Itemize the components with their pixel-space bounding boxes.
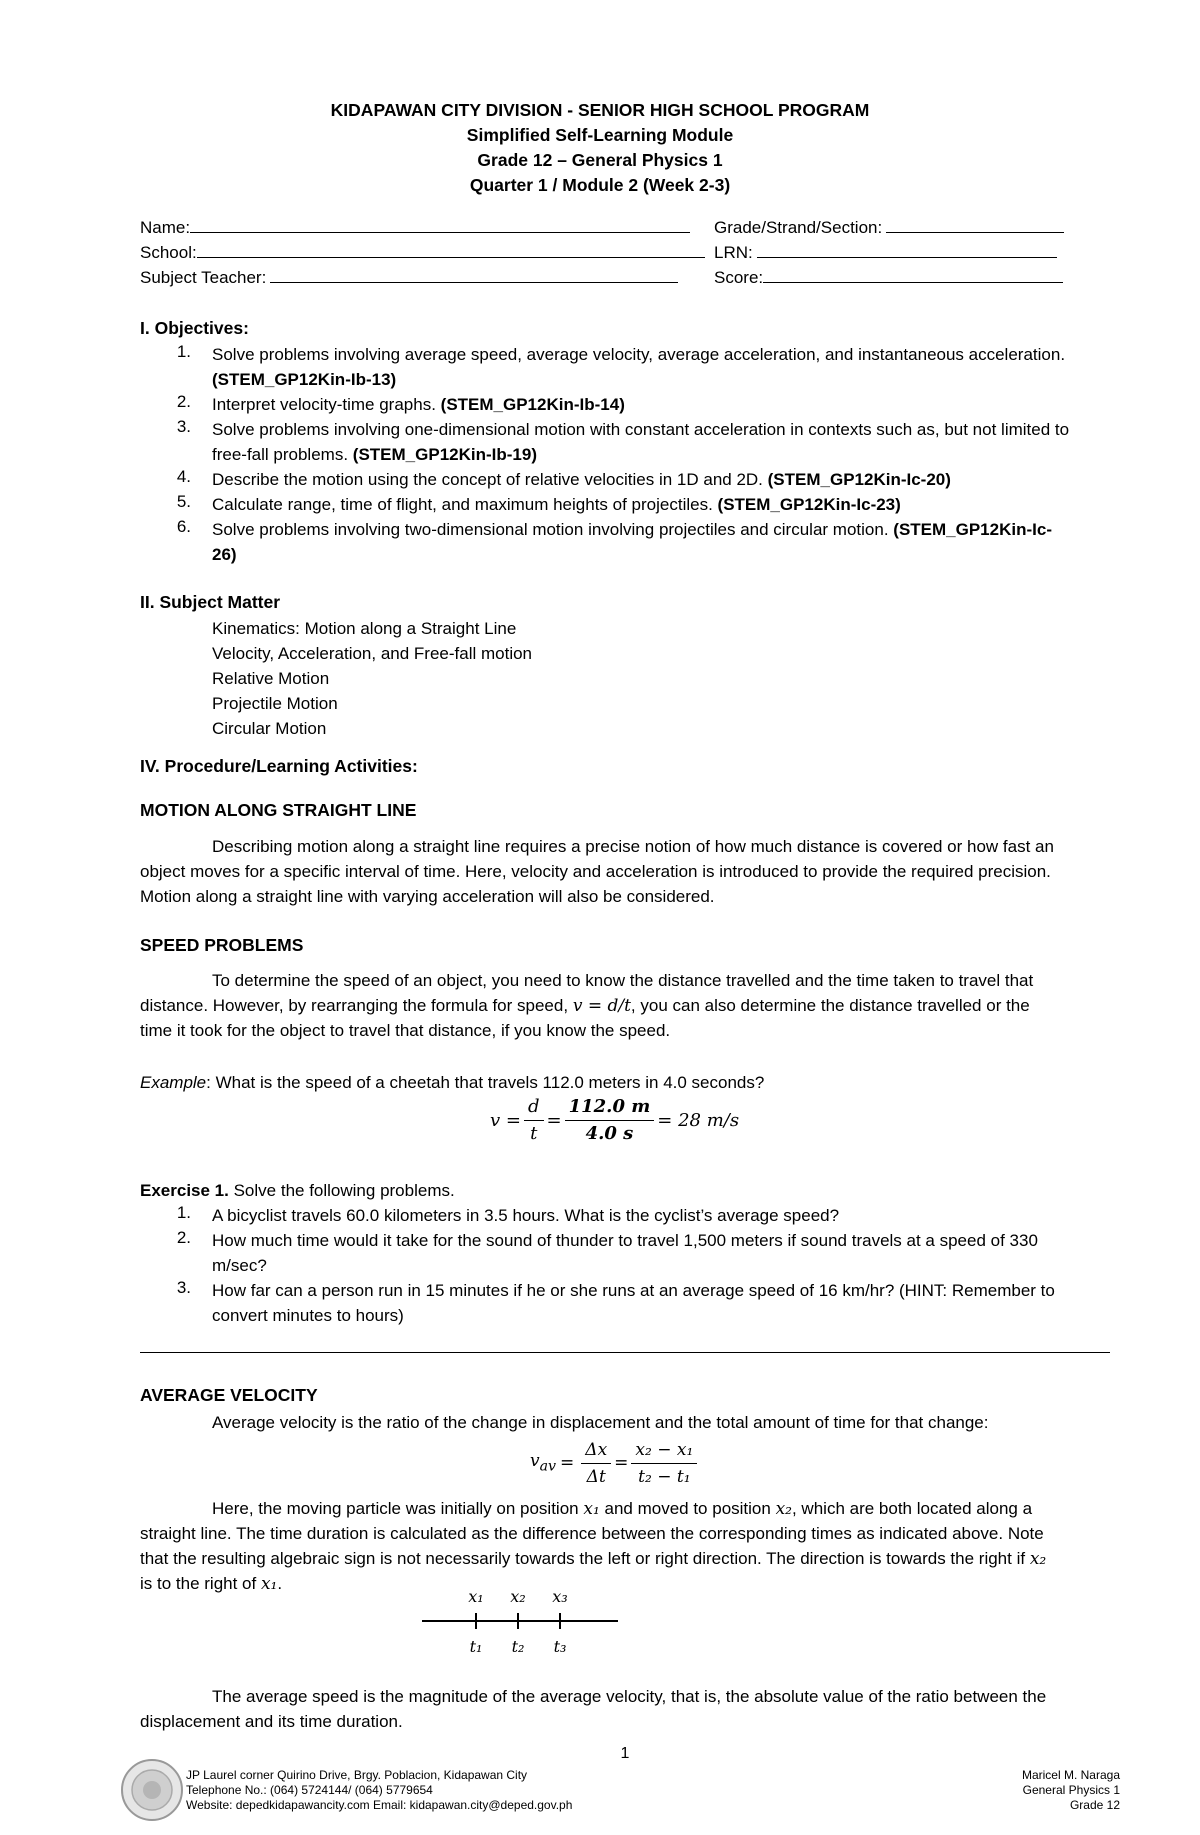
- name-label: Name:: [140, 218, 191, 237]
- paragraph-line: Motion along a straight line with varying acceleration will also be considered.: [140, 887, 715, 906]
- eq-numerator: 112.0 m: [565, 1094, 655, 1121]
- exercise-label: Exercise 1.: [140, 1181, 229, 1200]
- objective-item: [212, 442, 537, 467]
- teacher-label: Subject Teacher:: [140, 268, 267, 287]
- paragraph-line: The average speed is the magnitude of the average velocity, that is, the absolute value of the ratio between the: [212, 1687, 1047, 1706]
- objective-item: [212, 517, 1052, 542]
- exercise-text: m/sec?: [212, 1256, 267, 1275]
- objective-number: 1.: [176, 342, 191, 361]
- diagram-label-t1: t₁: [469, 1637, 483, 1656]
- eq-fraction-diff: [631, 1437, 697, 1490]
- objectives-heading: I. Objectives:: [140, 318, 249, 338]
- objective-text: Interpret velocity-time graphs.: [212, 395, 436, 414]
- exercise-text: How much time would it take for the sound of thunder to travel 1,500 meters if sound travels at a speed of 330: [212, 1231, 1038, 1250]
- page-number: 1: [620, 1745, 630, 1762]
- lrn-field[interactable]: [714, 243, 1057, 263]
- diagram-label-t2: t₂: [511, 1637, 525, 1656]
- objective-number: 2.: [176, 392, 191, 411]
- objective-number: 5.: [176, 492, 191, 511]
- subject-item: Circular Motion: [212, 719, 327, 738]
- exercise-text: A bicyclist travels 60.0 kilometers in 3.5 hours. What is the cyclist’s average speed?: [212, 1206, 840, 1225]
- header-quarter: Quarter 1 / Module 2 (Week 2-3): [469, 175, 731, 195]
- eq-fraction-values: [565, 1094, 655, 1147]
- exercise-number: 1.: [176, 1203, 191, 1222]
- objective-text: Solve problems involving average speed, average velocity, average acceleration, and instantaneous acceleration.: [212, 345, 1066, 364]
- eq-numerator: d: [524, 1094, 544, 1121]
- header-grade: Grade 12 – General Physics 1: [477, 150, 723, 170]
- subject-matter-heading: II. Subject Matter: [140, 592, 281, 612]
- position-time-diagram: [420, 1580, 620, 1662]
- paragraph-line: time it took for the object to travel that distance, if you know the speed.: [140, 1021, 671, 1040]
- objective-code: (STEM_GP12Kin-Ib-19): [352, 445, 537, 464]
- footer-address: JP Laurel corner Quirino Drive, Brgy. Poblacion, Kidapawan City: [186, 1768, 528, 1782]
- eq-denominator: t₂ − t₁: [638, 1466, 691, 1487]
- eq-result: = 28 m/s: [657, 1109, 740, 1131]
- grade-label: Grade/Strand/Section:: [714, 218, 883, 237]
- subject-item: Velocity, Acceleration, and Free-fall motion: [212, 644, 533, 663]
- paragraph-line: displacement and its time duration.: [140, 1712, 403, 1731]
- speed-heading: SPEED PROBLEMS: [140, 935, 304, 955]
- subject-item: Projectile Motion: [212, 694, 338, 713]
- footer-subject: General Physics 1: [1022, 1783, 1120, 1797]
- eq-equals: =: [546, 1109, 562, 1131]
- speed-formula: v = d/t: [572, 996, 631, 1016]
- eq-numerator: x₂ − x₁: [631, 1437, 697, 1464]
- exercise-text: Solve the following problems.: [233, 1181, 455, 1200]
- objective-text: Describe the motion using the concept of relative velocities in 1D and 2D.: [212, 470, 763, 489]
- paragraph-line: object moves for a specific interval of time. Here, velocity and acceleration is introduced to provide the required precision.: [140, 862, 1051, 881]
- footer-telephone: Telephone No.: (064) 5724144/ (064) 5779654: [186, 1783, 433, 1797]
- speed-equation: [490, 1090, 739, 1150]
- grade-field[interactable]: [714, 218, 1064, 238]
- footer-author: Maricel M. Naraga: [1021, 1768, 1120, 1782]
- example-text: : What is the speed of a cheetah that travels 112.0 meters in 4.0 seconds?: [206, 1073, 765, 1092]
- school-label: School:: [140, 243, 197, 262]
- example-label: Example: [140, 1073, 207, 1092]
- objective-number: 3.: [176, 417, 191, 436]
- eq-denominator: Δt: [586, 1466, 606, 1487]
- paragraph-text: , you can also determine the distance travelled or the: [630, 996, 1030, 1015]
- school-field[interactable]: [140, 243, 705, 263]
- header-module: Simplified Self-Learning Module: [466, 125, 734, 145]
- objective-text: Solve problems involving two-dimensional motion involving projectiles and circular motion.: [212, 520, 889, 539]
- score-field[interactable]: [714, 268, 1063, 288]
- subject-item: Relative Motion: [212, 669, 330, 688]
- exercise-text: convert minutes to hours): [212, 1306, 404, 1325]
- diagram-label-x3: x₃: [552, 1587, 568, 1606]
- footer-website: Website: depedkidapawancity.com Email: kidapawan.city@deped.gov.ph: [186, 1798, 573, 1812]
- diagram-label-x1: x₁: [468, 1587, 484, 1606]
- eq-fraction-delta: [581, 1437, 611, 1490]
- exercise-number: 3.: [176, 1278, 191, 1297]
- lrn-label: LRN:: [714, 243, 753, 262]
- exercise-text: How far can a person run in 15 minutes if he or she runs at an average speed of 16 km/hr? (HINT: Remember to: [212, 1281, 1055, 1300]
- score-label: Score:: [714, 268, 764, 287]
- paragraph-text: distance. However, by rearranging the formula for speed,: [140, 996, 569, 1015]
- eq-v: v =: [490, 1109, 521, 1131]
- deped-seal-icon: [120, 1758, 184, 1822]
- objective-number: 4.: [176, 467, 191, 486]
- subject-item: Kinematics: Motion along a Straight Line: [212, 619, 517, 638]
- avg-velocity-heading: AVERAGE VELOCITY: [140, 1385, 318, 1405]
- objective-code: (STEM_GP12Kin-Ic-23): [717, 495, 901, 514]
- paragraph-line: Average velocity is the ratio of the change in displacement and the total amount of time for that change:: [212, 1413, 989, 1432]
- paragraph-line: that the resulting algebraic sign is not necessarily towards the left or right direction. The direction is towards the right if x₂: [140, 1549, 1047, 1569]
- objective-text: free-fall problems.: [212, 445, 349, 464]
- paragraph-line: To determine the speed of an object, you need to know the distance travelled and the time taken to travel that: [212, 971, 1034, 990]
- procedure-heading: IV. Procedure/Learning Activities:: [140, 756, 418, 776]
- teacher-field[interactable]: [140, 268, 678, 288]
- section-divider: [140, 1352, 1110, 1353]
- paragraph-line: Describing motion along a straight line requires a precise notion of how much distance is covered or how fast an: [212, 837, 1054, 856]
- paragraph-line: is to the right of x₁.: [140, 1574, 283, 1594]
- header-division: KIDAPAWAN CITY DIVISION - SENIOR HIGH SCHOOL PROGRAM: [330, 100, 870, 120]
- eq-vav: $v_{av}$: [530, 1451, 557, 1475]
- avg-velocity-equation: $v_{av}$ = $\frac{\Delta x}{\Delta t}$ = $\frac{\text{x₂ − x₁}}{\text{t₂ − t₁}}$: [530, 1434, 700, 1492]
- objective-code: (STEM_GP12Kin-Ic-: [893, 520, 1052, 539]
- motion-heading: MOTION ALONG STRAIGHT LINE: [140, 800, 417, 820]
- objective-code: (STEM_GP12Kin-Ic-20): [767, 470, 951, 489]
- eq-denominator: 4.0 s: [585, 1122, 634, 1144]
- objective-item: [212, 492, 901, 517]
- objective-number: 6.: [176, 517, 191, 536]
- paragraph-line: straight line. The time duration is calculated as the difference between the corresponding times as indicated above. Note: [140, 1524, 1044, 1543]
- objective-item: [212, 467, 951, 492]
- footer-grade: Grade 12: [1069, 1798, 1120, 1812]
- exercise-number: 2.: [176, 1228, 191, 1247]
- objective-code: 26): [212, 545, 237, 564]
- diagram-label-t3: t₃: [553, 1637, 567, 1656]
- objective-code: (STEM_GP12Kin-Ib-13): [212, 370, 397, 389]
- objective-code: (STEM_GP12Kin-Ib-14): [440, 395, 625, 414]
- objective-text: Calculate range, time of flight, and maximum heights of projectiles.: [212, 495, 713, 514]
- eq-fraction-dt: [524, 1094, 544, 1147]
- eq-denominator: t: [530, 1122, 538, 1144]
- paragraph-line: Here, the moving particle was initially on position x₁ and moved to position x₂, which are both located along a: [212, 1499, 1033, 1519]
- name-field[interactable]: [140, 218, 690, 238]
- objective-text: Solve problems involving one-dimensional motion with constant acceleration in contexts such as, but not limited to: [212, 420, 1070, 439]
- eq-numerator: Δx: [581, 1437, 611, 1464]
- paragraph-line: [140, 993, 1030, 1019]
- exercise-heading: [140, 1178, 455, 1203]
- diagram-label-x2: x₂: [510, 1587, 526, 1606]
- objective-item: [212, 392, 625, 417]
